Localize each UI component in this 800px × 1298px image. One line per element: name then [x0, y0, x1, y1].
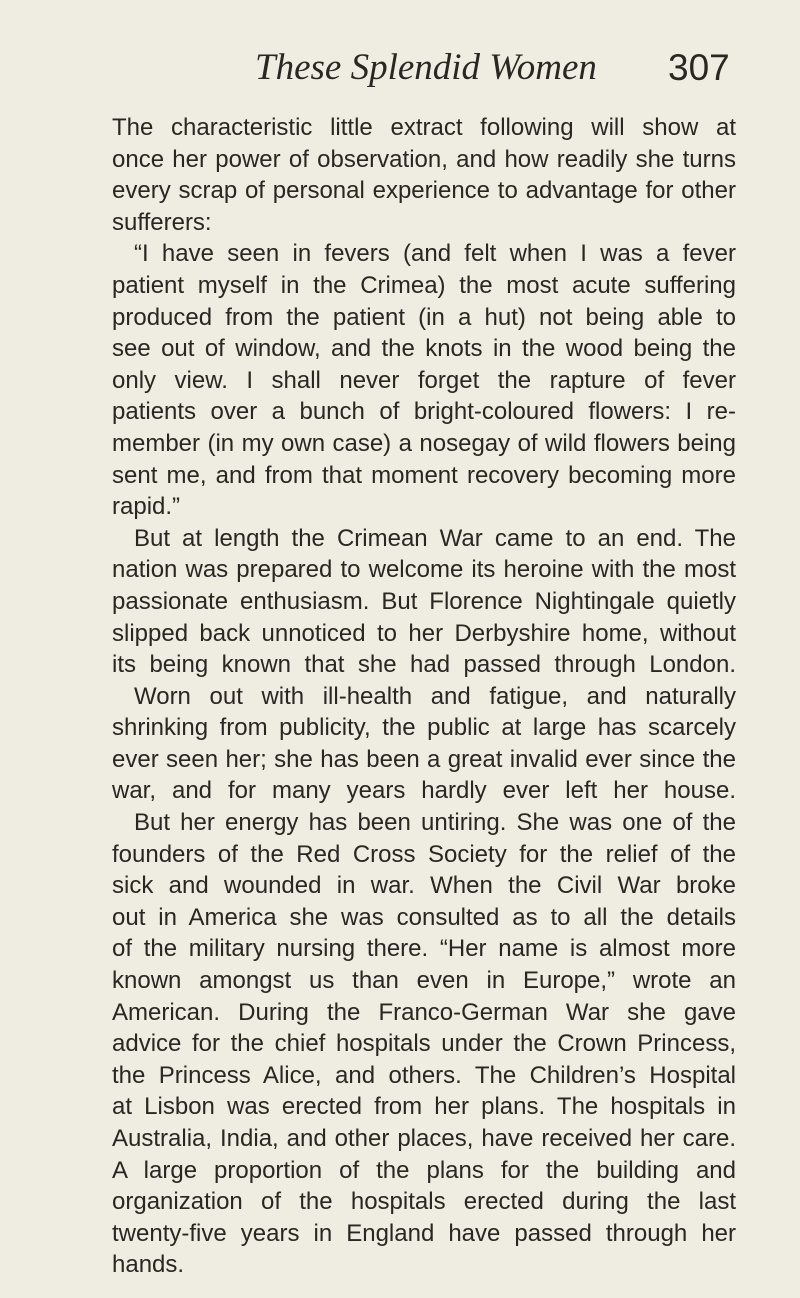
text-line: once her power of observation, and how readily she turns	[112, 145, 736, 173]
text-line: at Lisbon was erected from her plans. The hospitals in	[112, 1093, 736, 1121]
text-line: the Princess Alice, and others. The Children’s Hospital	[112, 1061, 736, 1089]
text-line: “I have seen in fevers (and felt when I was a fever	[134, 240, 736, 268]
text-line: passionate enthusiasm. But Florence Nightingale quietly	[112, 587, 736, 615]
text-line: rapid.”	[112, 493, 181, 521]
text-line: patient myself in the Crimea) the most acute suffering	[112, 271, 736, 299]
text-line: But her energy has been untiring. She was one of the	[134, 809, 736, 837]
text-line: patients over a bunch of bright-coloured flowers: I re-	[112, 398, 736, 426]
text-line: nation was prepared to welcome its heroine with the most	[112, 556, 736, 584]
text-line: organization of the hospitals erected during the last	[112, 1188, 736, 1216]
text-line: known amongst us than even in Europe,” wrote an	[112, 967, 736, 995]
text-line: sick and wounded in war. When the Civil War broke	[112, 872, 736, 900]
text-line: its being known that she had passed through London.	[112, 651, 736, 679]
text-line: war, and for many years hardly ever left her house.	[112, 777, 736, 805]
text-line: advice for the chief hospitals under the Crown Princess,	[112, 1030, 736, 1058]
text-line: hands.	[112, 1251, 185, 1279]
text-line: member (in my own case) a nosegay of wild flowers being	[112, 429, 736, 457]
text-line: see out of window, and the knots in the wood being the	[112, 335, 736, 363]
body-text	[112, 112, 736, 1281]
text-line: of the military nursing there. “Her name is almost more	[112, 935, 736, 963]
text-line: every scrap of personal experience to advantage for other	[112, 177, 736, 205]
text-line: produced from the patient (in a hut) not being able to	[112, 303, 736, 331]
text-line: Australia, India, and other places, have received her care.	[112, 1125, 736, 1152]
text-line: American. During the Franco-German War she gave	[112, 998, 736, 1026]
text-line: slipped back unnoticed to her Derbyshire home, without	[112, 619, 736, 647]
text-line: out in America she was consulted as to all the details	[112, 903, 736, 931]
page-number: 307	[668, 47, 730, 88]
text-line: sent me, and from that moment recovery becoming more	[112, 461, 736, 489]
text-line: sufferers:	[112, 208, 212, 236]
text-line: But at length the Crimean War came to an end. The	[134, 524, 736, 552]
text-line: only view. I shall never forget the rapture of fever	[112, 366, 736, 394]
text-line: A large proportion of the plans for the building and	[112, 1156, 736, 1184]
text-line: The characteristic little extract following will show at	[112, 114, 736, 141]
text-line: Worn out with ill-health and fatigue, and naturally	[134, 682, 736, 710]
running-head	[0, 46, 800, 96]
text-line: ever seen her; she has been a great invalid ever since the	[112, 745, 736, 773]
text-line: founders of the Red Cross Society for the relief of the	[112, 840, 736, 868]
running-title: These Splendid Women	[255, 47, 597, 88]
text-line: shrinking from publicity, the public at large has scarcely	[112, 714, 736, 742]
text-line: twenty-five years in England have passed through her	[112, 1219, 736, 1247]
